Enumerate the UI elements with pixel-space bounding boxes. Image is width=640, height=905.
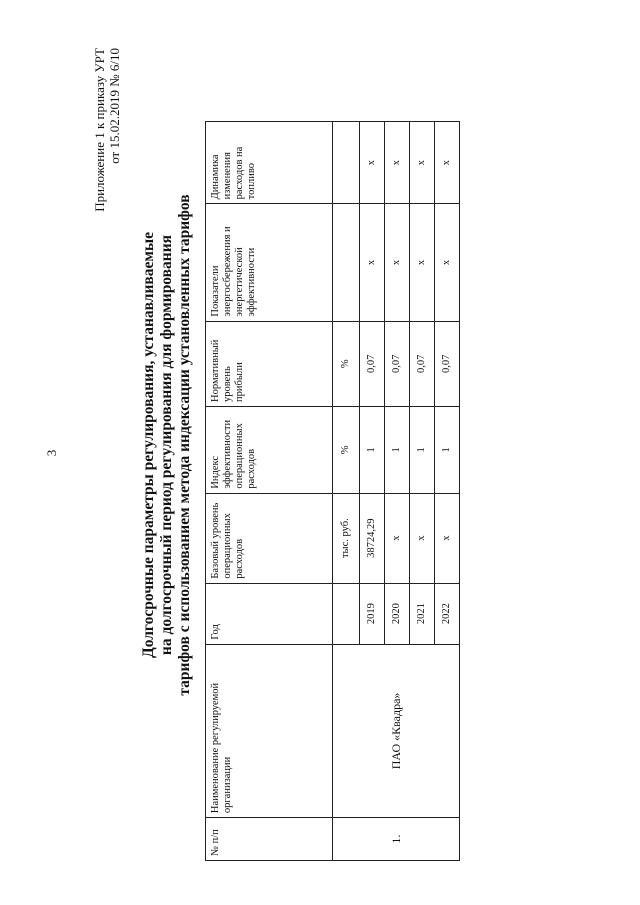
header-org: Наименование регулируемой организации <box>206 644 333 817</box>
document-title <box>140 125 194 765</box>
cell-profit: 0,07 <box>360 321 385 406</box>
org-number: 1. <box>333 818 460 861</box>
cell-dynamics: х <box>360 122 385 204</box>
cell-dynamics: х <box>435 122 460 204</box>
parameters-table <box>205 121 460 861</box>
cell-index: 1 <box>435 406 460 493</box>
header-profit: Нормативный уровень прибыли <box>206 321 333 406</box>
unit-index: % <box>333 406 360 493</box>
cell-dynamics: х <box>410 122 435 204</box>
title-line-3: тарифов с использованием метода индексации установленных тарифов <box>176 194 193 696</box>
unit-dynamics <box>333 122 360 204</box>
table-units-row <box>333 122 360 861</box>
appendix-note <box>92 48 122 212</box>
unit-profit: % <box>333 321 360 406</box>
header-index: Индекс эффективности операционных расходов <box>206 406 333 493</box>
page-number: 3 <box>44 449 59 457</box>
header-base: Базовый уровень операционных расходов <box>206 493 333 583</box>
cell-year: 2020 <box>385 583 410 644</box>
header-dynamics: Динамика изменения расходов на топливо <box>206 122 333 204</box>
cell-base: 38724,29 <box>360 493 385 583</box>
cell-year: 2022 <box>435 583 460 644</box>
title-line-1: Долгосрочные параметры регулирования, устанавливаемые <box>140 232 157 658</box>
unit-base: тыс. руб. <box>333 493 360 583</box>
cell-index: 1 <box>360 406 385 493</box>
cell-index: 1 <box>385 406 410 493</box>
cell-year: 2021 <box>410 583 435 644</box>
header-energy: Показатели энергосбережения и энергетической эффективности <box>206 204 333 321</box>
cell-base: х <box>435 493 460 583</box>
header-num: № п/п <box>206 818 333 861</box>
unit-year <box>333 583 360 644</box>
cell-profit: 0,07 <box>435 321 460 406</box>
cell-dynamics: х <box>385 122 410 204</box>
cell-year: 2019 <box>360 583 385 644</box>
cell-base: х <box>410 493 435 583</box>
cell-profit: 0,07 <box>385 321 410 406</box>
cell-profit: 0,07 <box>410 321 435 406</box>
cell-base: х <box>385 493 410 583</box>
cell-energy: х <box>410 204 435 321</box>
appendix-line-2: от 15.02.2019 № 6/10 <box>107 48 122 164</box>
appendix-line-1: Приложение 1 к приказу УРТ <box>92 48 107 212</box>
cell-energy: х <box>385 204 410 321</box>
cell-energy: х <box>360 204 385 321</box>
header-year: Год <box>206 583 333 644</box>
cell-energy: х <box>435 204 460 321</box>
table-header-row <box>206 122 333 861</box>
unit-energy <box>333 204 360 321</box>
org-name: ПАО «Квадра» <box>333 644 460 817</box>
cell-index: 1 <box>410 406 435 493</box>
title-line-2: на долгосрочный период регулирования для формирования <box>158 234 175 656</box>
